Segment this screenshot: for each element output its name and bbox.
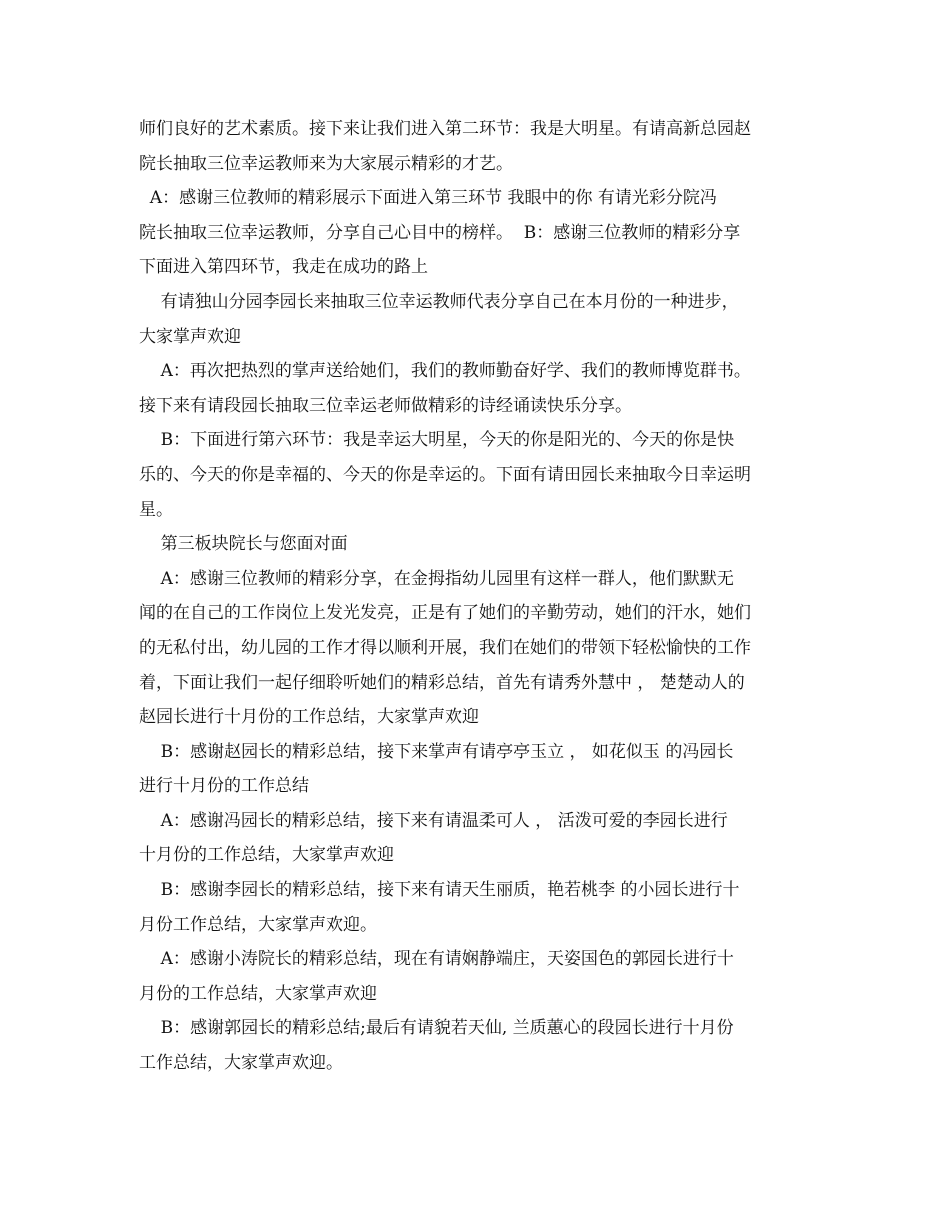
- text-line: A：再次把热烈的掌声送给她们，我们的教师勤奋好学、我们的教师博览群书。: [139, 361, 751, 382]
- paragraph: [139, 354, 819, 423]
- text-line: 工作总结，大家掌声欢迎。: [139, 1053, 343, 1074]
- text-line: 闻的在自己的工作岗位上发光发亮，正是有了她们的辛勤劳动，她们的汗水，她们: [139, 603, 751, 624]
- paragraph: [139, 285, 819, 354]
- text-line: 进行十月份的工作总结: [139, 776, 309, 797]
- text-line: 乐的、今天的你是幸福的、今天的你是幸运的。下面有请田园长来抽取今日幸运明: [139, 464, 751, 485]
- paragraph: [139, 804, 819, 873]
- text-line: A：感谢小涛院长的精彩总结，现在有请娴静端庄，天姿国色的郭园长进行十: [139, 949, 734, 970]
- document-body: [139, 112, 819, 1081]
- paragraph: [139, 181, 819, 285]
- text-line: 师们良好的艺术素质。接下来让我们进入第二环节：我是大明星。有请高新总园赵: [139, 119, 751, 139]
- text-line: 接下来有请段园长抽取三位幸运老师做精彩的诗经诵读快乐分享。: [139, 395, 632, 416]
- paragraph: [139, 873, 819, 942]
- text-line: B：感谢郭园长的精彩总结;最后有请貌若天仙, 兰质蕙心的段园长进行十月份: [139, 1018, 734, 1039]
- text-line: 大家掌声欢迎: [139, 326, 241, 347]
- text-line: B：感谢赵园长的精彩总结，接下来掌声有请亭亭玉立 ， 如花似玉 的冯园长: [139, 741, 734, 762]
- text-line: A：感谢三位教师的精彩分享，在金拇指幼儿园里有这样一群人，他们默默无: [139, 568, 734, 589]
- paragraph: [139, 423, 819, 527]
- paragraph: [139, 942, 819, 1011]
- text-line: 月份的工作总结，大家掌声欢迎: [139, 983, 377, 1004]
- text-line: 院长抽取三位幸运教师，分享自己心目中的榜样。 B：感谢三位教师的精彩分享: [139, 222, 741, 243]
- text-line: A：感谢三位教师的精彩展示下面进入第三环节 我眼中的你 有请光彩分院冯: [139, 188, 717, 209]
- text-line: 着，下面让我们一起仔细聆听她们的精彩总结，首先有请秀外慧中 ， 楚楚动人的: [139, 672, 745, 693]
- text-line: 赵园长进行十月份的工作总结，大家掌声欢迎: [139, 707, 479, 728]
- text-line: 的无私付出，幼儿园的工作才得以顺利开展，我们在她们的带领下轻松愉快的工作: [139, 637, 751, 658]
- text-line: 下面进入第四环节，我走在成功的路上: [139, 257, 428, 278]
- paragraph: [139, 527, 819, 562]
- text-line: B：感谢李园长的精彩总结，接下来有请天生丽质，艳若桃李 的小园长进行十: [139, 880, 740, 901]
- paragraph: [139, 112, 819, 181]
- text-line: 星。: [139, 499, 173, 520]
- text-line: 第三板块院长与您面对面: [139, 534, 348, 555]
- paragraph: [139, 1011, 819, 1080]
- text-line: 有请独山分园李园长来抽取三位幸运教师代表分享自己在本月份的一种进步，: [139, 291, 739, 312]
- text-line: 月份工作总结，大家掌声欢迎。: [139, 914, 377, 935]
- text-line: 十月份的工作总结，大家掌声欢迎: [139, 845, 394, 866]
- text-line: 院长抽取三位幸运教师来为大家展示精彩的才艺。: [139, 153, 513, 174]
- text-line: B：下面进行第六环节：我是幸运大明星，今天的你是阳光的、今天的你是快: [139, 430, 735, 451]
- paragraph: [139, 562, 819, 735]
- text-line: A：感谢冯园长的精彩总结，接下来有请温柔可人 ， 活泼可爱的李园长进行: [139, 810, 728, 831]
- paragraph: [139, 735, 819, 804]
